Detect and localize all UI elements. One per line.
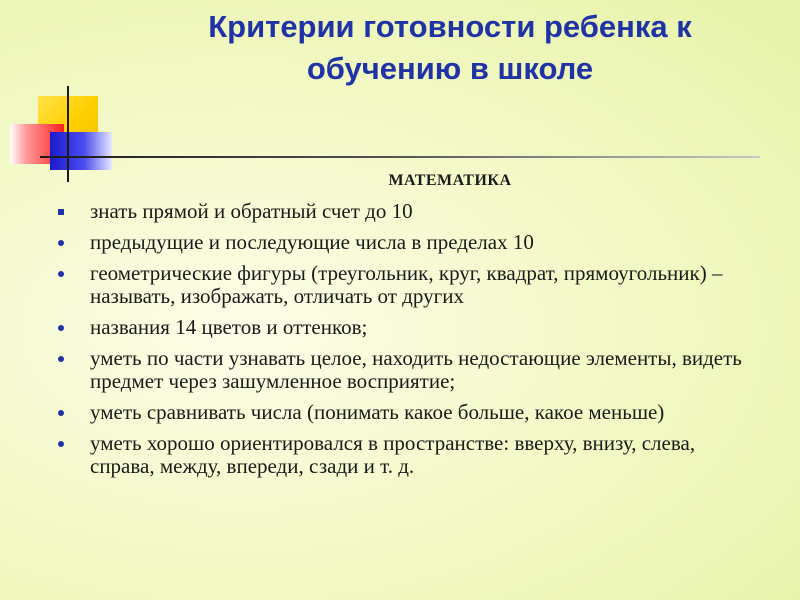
list-item <box>56 432 746 478</box>
list-item-text: геометрические фигуры (треугольник, круг, квадрат, прямоугольник) – называть, изображать, отличать от других <box>90 261 723 308</box>
criteria-list <box>56 200 746 486</box>
slide-title-line-1: Критерии готовности ребенка к <box>208 9 692 44</box>
list-item <box>56 347 746 393</box>
slide-title <box>130 6 770 90</box>
list-item <box>56 316 746 339</box>
slide-title-line-2: обучению в школе <box>306 51 594 86</box>
square-bullet-icon <box>58 209 64 215</box>
round-bullet-icon <box>58 325 64 331</box>
list-item-text: уметь по части узнавать целое, находить недостающие элементы, видеть предмет через зашумленное восприятие; <box>90 346 742 393</box>
round-bullet-icon <box>58 410 64 416</box>
list-item-text: знать прямой и обратный счет до 10 <box>90 199 413 223</box>
decor-vertical-line <box>67 86 69 182</box>
decor-blue-square <box>50 132 112 170</box>
subject-heading: МАТЕМАТИКА <box>388 172 512 189</box>
list-item <box>56 401 746 424</box>
round-bullet-icon <box>58 271 64 277</box>
list-item <box>56 231 746 254</box>
list-item <box>56 200 746 223</box>
list-item-text: уметь хорошо ориентировался в пространстве: вверху, внизу, слева, справа, между, впереди, сзади и т. д. <box>90 431 696 478</box>
list-item-text: уметь сравнивать числа (понимать какое больше, какое меньше) <box>90 400 665 424</box>
round-bullet-icon <box>58 240 64 246</box>
title-divider-line <box>40 156 760 158</box>
list-item-text: предыдущие и последующие числа в пределах 10 <box>90 230 534 254</box>
round-bullet-icon <box>58 441 64 447</box>
round-bullet-icon <box>58 356 64 362</box>
list-item <box>56 262 746 308</box>
list-item-text: названия 14 цветов и оттенков; <box>90 315 368 339</box>
